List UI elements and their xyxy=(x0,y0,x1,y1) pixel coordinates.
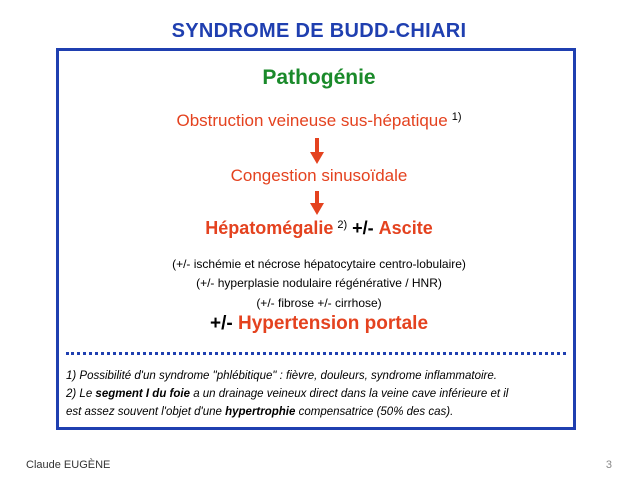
footnote-2-segment: segment I du foie xyxy=(95,388,190,400)
footnote-3-part-c: compensatrice (50% des cas). xyxy=(295,406,454,418)
down-arrow-icon xyxy=(310,138,324,164)
portal-hypertension xyxy=(0,313,638,335)
footnote-2-part-c: a un drainage veineux direct dans la veine cave inférieure et il xyxy=(190,388,509,400)
footnote-3-hypertrophie: hypertrophie xyxy=(225,406,296,418)
section-heading: Pathogénie xyxy=(262,66,376,89)
ascite-label: Ascite xyxy=(378,218,433,238)
footnote-2 xyxy=(66,387,572,402)
author-label: Claude EUGÈNE xyxy=(26,459,111,471)
hepatomegalie-label: Hépatomégalie xyxy=(205,218,334,238)
page-number: 3 xyxy=(605,459,612,471)
portal-prefix: +/- xyxy=(209,313,233,334)
plus-minus-symbol: +/- xyxy=(352,218,374,238)
detail-fibrose: (+/- fibrose +/- cirrhose) xyxy=(256,296,382,310)
slide-title: SYNDROME DE BUDD-CHIARI xyxy=(171,20,467,42)
footnote-2-continued xyxy=(66,405,572,420)
detail-ischemie: (+/- ischémie et nécrose hépatocytaire centro-lobulaire) xyxy=(172,257,466,271)
step-obstruction-text: Obstruction veineuse sus-hépatique xyxy=(176,111,448,130)
portal-text: Hypertension portale xyxy=(237,313,429,334)
footnote-ref-2: 2) xyxy=(337,219,348,231)
dotted-divider xyxy=(66,352,566,359)
footnote-ref-1: 1) xyxy=(451,111,462,123)
detail-hnr: (+/- hyperplasie nodulaire régénérative / HNR) xyxy=(196,276,442,290)
step-obstruction xyxy=(0,111,638,131)
footnote-1: 1) Possibilité d'un syndrome "phlébitique" : fièvre, douleurs, syndrome inflammatoire. xyxy=(66,370,497,382)
footnote-2-part-a: 2) Le xyxy=(66,388,96,400)
step-hepatomegalie xyxy=(0,218,638,239)
footnote-3-part-a: est assez souvent l'objet d'une xyxy=(66,406,226,418)
step-congestion: Congestion sinusoïdale xyxy=(230,166,408,185)
down-arrow-icon xyxy=(310,191,324,215)
